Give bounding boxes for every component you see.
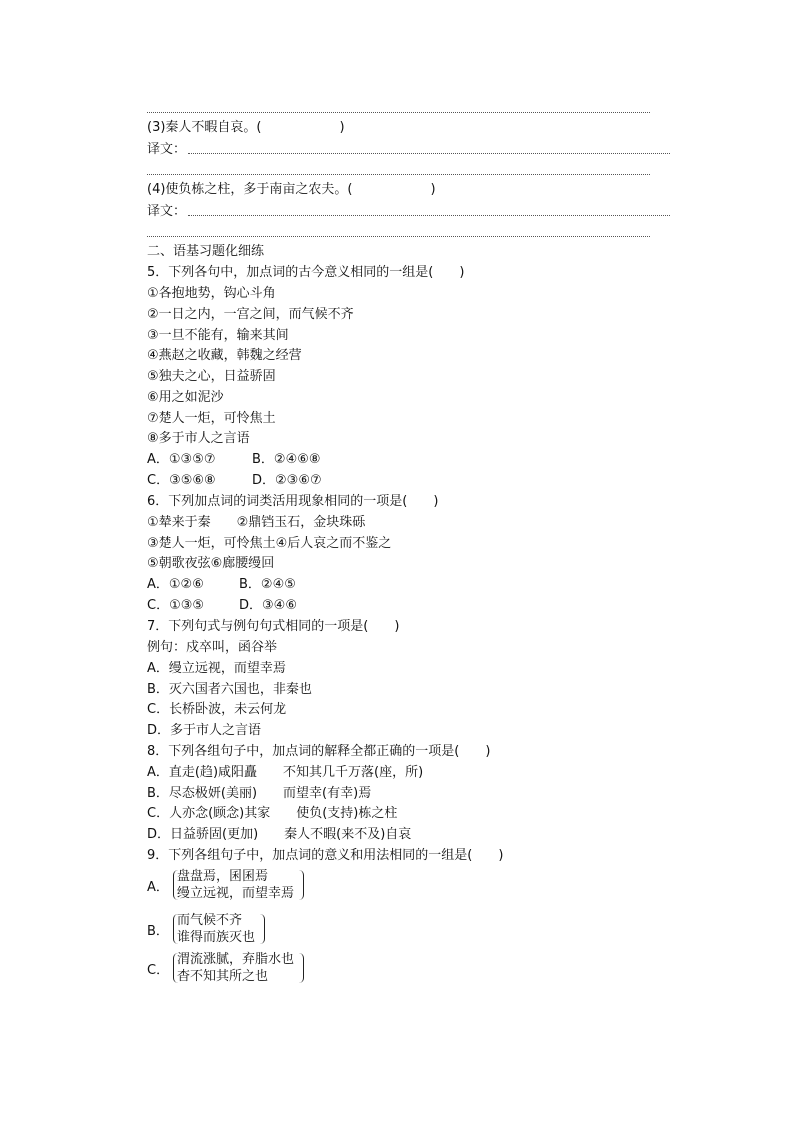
item4-translation[interactable] (147, 202, 670, 221)
bracket-group (173, 868, 304, 902)
question-8-stem: 8．下列各组句子中，加点词的解释全都正确的一项是( ) (147, 744, 491, 759)
item3-translation[interactable] (147, 140, 670, 159)
q5-item: ①各抱地势，钩心斗角 (147, 286, 276, 301)
question-7-stem: 7．下列句式与例句句式相同的一项是( ) (147, 619, 400, 634)
q6-item-row: ①辇来于秦 ②鼎铛玉石，金块珠砾 (147, 515, 366, 530)
sentence-line: 盘盘焉，囷囷焉 (177, 869, 269, 884)
option-c[interactable] (147, 951, 304, 985)
q6-item-row: ③楚人一炬，可怜焦土④后人哀之而不鉴之 (147, 536, 392, 551)
option-c[interactable]: C．③⑤⑥⑧ (147, 473, 216, 488)
option-a[interactable] (147, 868, 304, 902)
question-5-stem: 5．下列各句中，加点词的古今意义相同的一组是( ) (147, 265, 465, 280)
option-letter: B． (147, 923, 169, 939)
option-c[interactable]: C．①③⑤ (147, 598, 205, 613)
answer-line[interactable] (188, 215, 670, 216)
option-letter: C． (147, 962, 170, 978)
option-b[interactable]: B．灭六国者六国也，非秦也 (147, 682, 312, 697)
answer-line[interactable] (188, 153, 670, 154)
sentence-line: 谁得而族灭也 (177, 930, 256, 945)
option-d[interactable]: D．多于市人之言语 (147, 723, 262, 738)
sentence-line: 缦立远视，而望幸焉 (177, 886, 295, 901)
item4-text: (4)使负栋之柱，多于南亩之农夫。( ) (147, 182, 436, 197)
option-d[interactable]: D．②③⑥⑦ (252, 473, 322, 488)
q6-options-row (147, 575, 296, 594)
q5-item: ②一日之内，一宫之间，而气候不齐 (147, 307, 354, 322)
q6-item-row: ⑤朝歌夜弦⑥廊腰缦回 (147, 556, 275, 571)
translation-label: 译文： (147, 204, 187, 219)
option-b[interactable]: B．②④⑤ (239, 577, 296, 592)
q5-item: ③一旦不能有，输来其间 (147, 328, 289, 343)
option-d[interactable]: D．日益骄固(更加) 秦人不暇(来不及)自哀 (147, 827, 412, 842)
bracket-group (173, 951, 304, 985)
sentence-line: 而气候不齐 (177, 913, 243, 928)
question-9-stem: 9．下列各组句子中，加点词的意义和用法相同的一组是( ) (147, 848, 504, 863)
option-a[interactable]: A．直走(趋)咸阳矗 不知其几千万落(座，所) (147, 765, 424, 780)
option-a[interactable]: A．①③⑤⑦ (147, 452, 216, 467)
translation-label: 译文： (147, 142, 187, 157)
q5-item: ⑤独夫之心，日益骄固 (147, 369, 276, 384)
answer-line (147, 174, 650, 175)
q5-options-row (147, 450, 321, 469)
q5-item: ⑥用之如泥沙 (147, 390, 224, 405)
option-a[interactable]: A．缦立远视，而望幸焉 (147, 661, 286, 676)
answer-line (147, 112, 650, 113)
sentence-line: 渭流涨腻，弃脂水也 (177, 952, 295, 967)
option-c[interactable]: C．长桥卧波，未云何龙 (147, 702, 287, 717)
q5-item: ⑧多于市人之言语 (147, 431, 250, 446)
option-c[interactable]: C．人亦念(顾念)其家 使负(支持)栋之柱 (147, 806, 398, 821)
option-a[interactable]: A．①②⑥ (147, 577, 204, 592)
sentence-line: 杳不知其所之也 (177, 969, 269, 984)
section-title: 二、语基习题化细练 (147, 244, 265, 259)
option-b[interactable]: B．尽态极妍(美丽) 而望幸(有幸)焉 (147, 786, 372, 801)
option-b[interactable] (147, 912, 265, 946)
option-letter: A． (147, 879, 169, 895)
question-6-stem: 6．下列加点词的词类活用现象相同的一项是( ) (147, 494, 439, 509)
q5-item: ④燕赵之收藏，韩魏之经营 (147, 348, 302, 363)
q5-options-row (147, 471, 322, 490)
answer-line (147, 236, 650, 237)
bracket-group (173, 912, 265, 946)
q7-example: 例句：戍卒叫，函谷举 (147, 640, 278, 655)
q5-item: ⑦楚人一炬，可怜焦土 (147, 411, 276, 426)
option-b[interactable]: B．②④⑥⑧ (252, 452, 321, 467)
option-d[interactable]: D．③④⑥ (239, 598, 297, 613)
item3-text: (3)秦人不暇自哀。( ) (147, 120, 345, 135)
q6-options-row (147, 596, 297, 615)
